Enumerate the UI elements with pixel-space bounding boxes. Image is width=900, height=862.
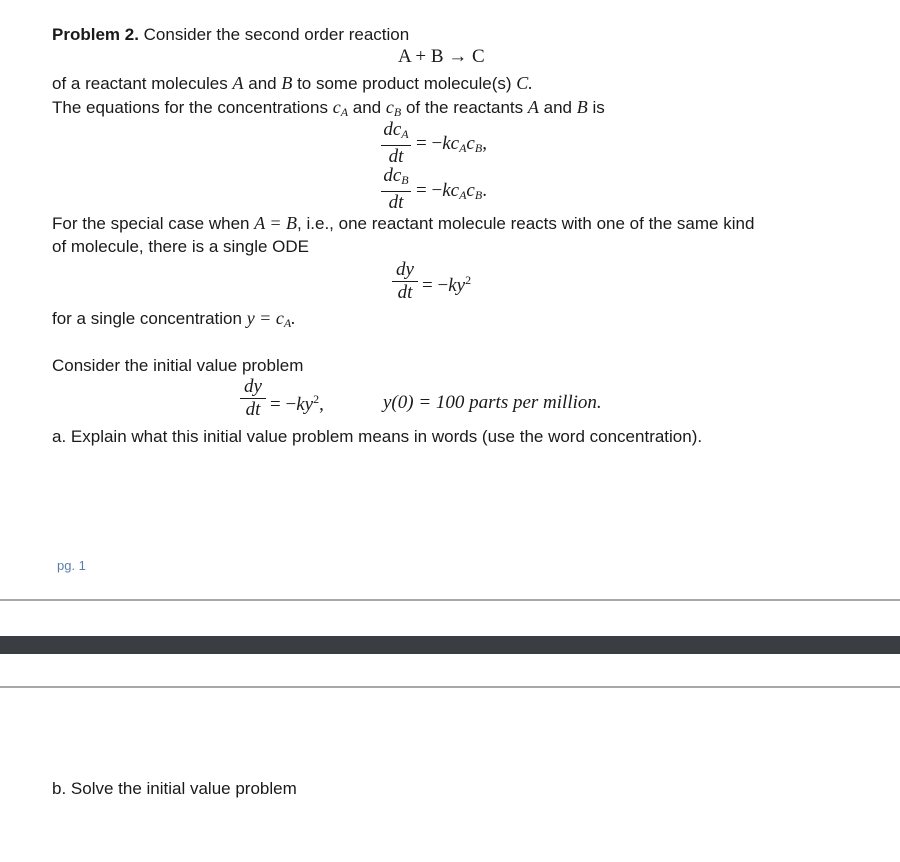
problem-heading-line — [52, 24, 409, 46]
special-case-equation: A = B — [254, 213, 298, 233]
conc-cB: $c_B$ — [385, 97, 402, 119]
product-line — [52, 72, 533, 95]
problem-intro: Consider the second order reaction — [143, 25, 410, 44]
special-case-text-2: , i.e., one reactant molecule reacts with one of the same kind — [297, 214, 755, 233]
special-case-line — [52, 212, 754, 235]
fraction-dcA-dt: $dc_A$ dt — [381, 120, 411, 167]
fraction-dcB-dt: $dc_B$ dt — [381, 166, 411, 213]
conc-cA: $c_A$ — [332, 97, 349, 119]
product-line-text-1: of a reactant molecules — [52, 74, 228, 93]
ivp-intro: Consider the initial value problem — [52, 356, 304, 375]
page-number: pg. 1 — [57, 558, 86, 573]
product-line-C: C. — [516, 73, 533, 93]
product-line-text-2: to some product molecule(s) — [297, 74, 512, 93]
equations-line-text-2: of the reactants — [405, 98, 524, 117]
equations-line-and-2: and — [543, 98, 572, 117]
equations-line-is: is — [592, 98, 605, 117]
equations-line — [52, 96, 605, 123]
ivp-rhs: = $-ky^2$, — [270, 392, 324, 415]
ivp-initial-condition: y(0) = 100 parts per million. — [383, 392, 602, 413]
equations-line-A: A — [527, 97, 539, 117]
page-bottom-divider — [0, 599, 900, 601]
ivp-fraction-dy-dt: dy dt — [240, 377, 266, 420]
single-concentration-text: for a single concentration — [52, 309, 242, 328]
single-concentration-equation: $y = c_A$. — [246, 308, 296, 330]
reaction-equation: A + B → C — [398, 46, 485, 67]
ode-rhs: = $-ky^2$ — [422, 273, 472, 296]
equations-line-text-1: The equations for the concentrations — [52, 98, 328, 117]
equation-dcA-rhs: = $-kc_Ac_B$, — [416, 133, 487, 155]
product-line-and: and — [248, 74, 277, 93]
special-case-text-1: For the special case when — [52, 214, 250, 233]
page-top-divider — [0, 686, 900, 688]
special-case-line-2: of molecule, there is a single ODE — [52, 237, 310, 256]
part-b-question: b. Solve the initial value problem — [52, 779, 297, 798]
single-concentration-line — [52, 307, 296, 334]
equations-line-and: and — [352, 98, 382, 117]
product-line-B: B — [281, 73, 293, 93]
product-line-A: A — [232, 73, 244, 93]
page-gap-separator — [0, 636, 900, 654]
problem-label: Problem 2. — [52, 25, 139, 44]
fraction-dy-dt: dy dt — [392, 260, 418, 303]
equation-dcB-rhs: = $-kc_Ac_B$. — [416, 180, 487, 202]
part-a-question: a. Explain what this initial value problem means in words (use the word concentration). — [52, 427, 703, 446]
equations-line-B: B — [576, 97, 588, 117]
